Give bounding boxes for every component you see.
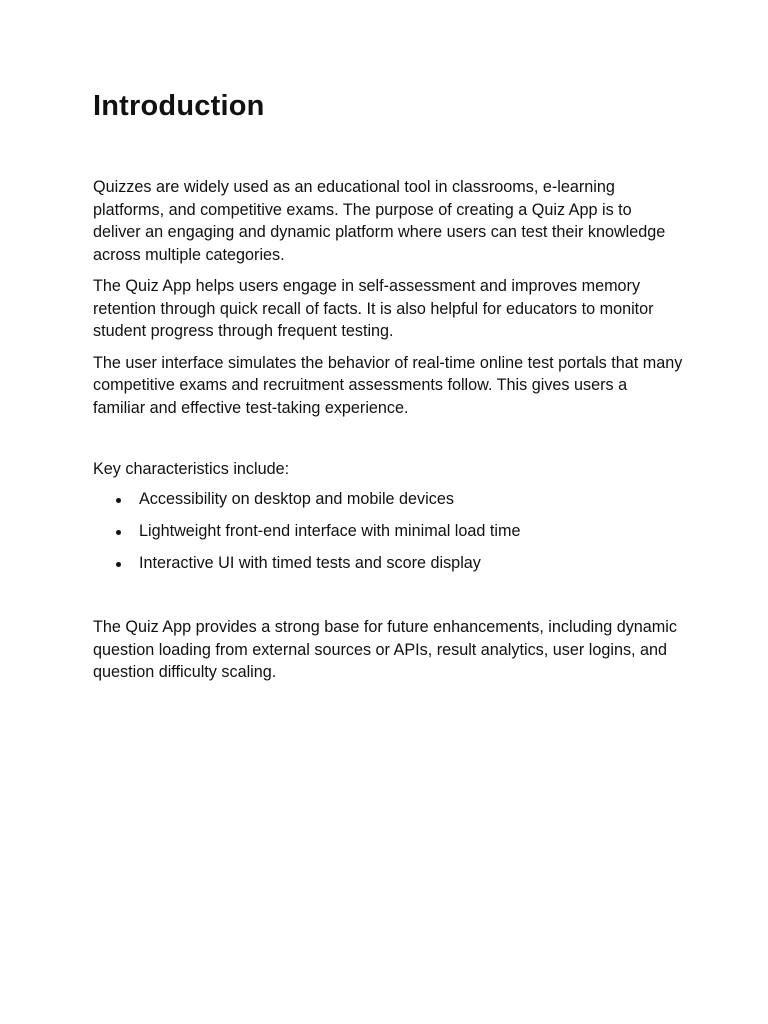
list-item: [93, 488, 683, 511]
page-title: Introduction: [93, 90, 265, 122]
key-characteristics-list: [93, 488, 683, 575]
document-page: [93, 86, 683, 684]
list-item: [93, 520, 683, 543]
paragraph-benefits: The Quiz App helps users engage in self-assessment and improves memory retention through quick recall of facts. It is also helpful for educators to monitor student progress through frequent testing.: [93, 277, 654, 340]
list-item: [93, 552, 683, 575]
paragraph-interface: The user interface simulates the behavior of real-time online test portals that many competitive exams and recruitment assessments follow. This gives users a familiar and effective test-taking experience.: [93, 353, 683, 417]
bullet-icon: [116, 498, 121, 503]
list-item-text: Interactive UI with timed tests and score display: [139, 553, 481, 572]
list-item-text: Accessibility on desktop and mobile devices: [139, 489, 454, 508]
paragraph-purpose: Quizzes are widely used as an educational tool in classrooms, e-learning platforms, and competitive exams. The purpose of creating a Quiz App is to deliver an engaging and dynamic platform where users can test their knowledge across multiple categories.: [93, 178, 666, 264]
list-item-text: Lightweight front-end interface with minimal load time: [139, 521, 521, 540]
bullet-icon: [116, 530, 121, 535]
key-characteristics-heading: Key characteristics include:: [93, 460, 290, 478]
paragraph-future-enhancements: The Quiz App provides a strong base for future enhancements, including dynamic question loading from external sources or APIs, result analytics, user logins, and question difficulty scaling.: [93, 618, 677, 681]
bullet-icon: [116, 562, 121, 567]
